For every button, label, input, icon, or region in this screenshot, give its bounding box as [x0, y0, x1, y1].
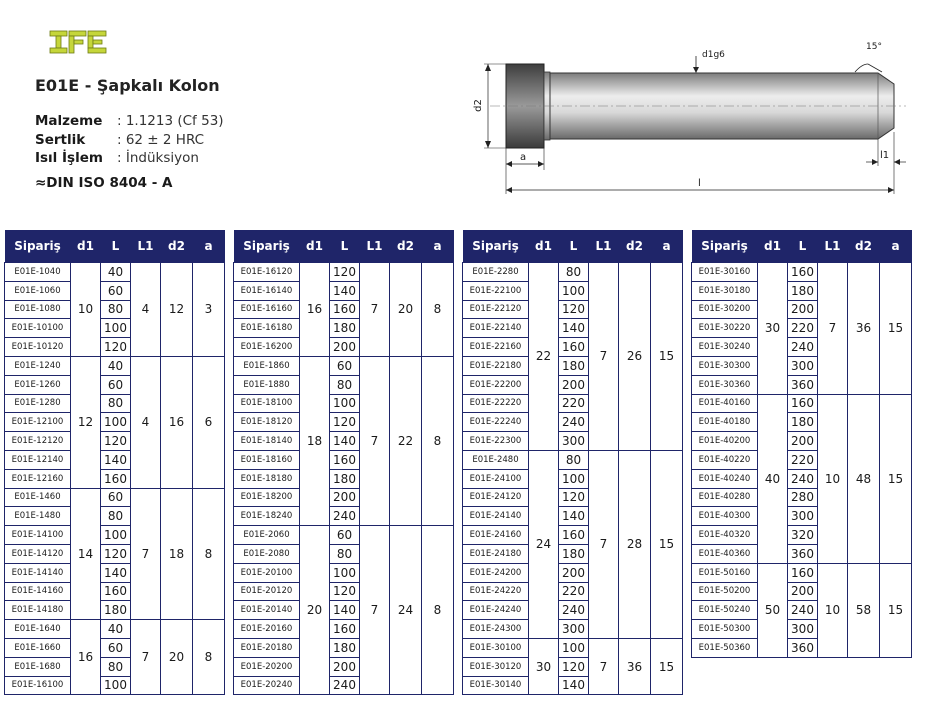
length-value: 60	[101, 281, 131, 300]
order-code: E01E-1860	[234, 356, 300, 375]
order-code: E01E-18120	[234, 413, 300, 432]
a-value: 15	[651, 638, 683, 694]
length-value: 140	[330, 432, 360, 451]
column-header: a	[193, 230, 225, 263]
order-code: E01E-10100	[5, 319, 71, 338]
order-code: E01E-24220	[463, 582, 529, 601]
l1-value: 7	[360, 526, 390, 695]
order-code: E01E-30220	[692, 319, 758, 338]
a-value: 15	[880, 394, 912, 563]
properties-list	[35, 112, 224, 168]
length-value: 200	[559, 375, 589, 394]
d2-value: 36	[619, 638, 651, 694]
spec-table-2	[233, 230, 454, 695]
d2-value: 22	[390, 356, 422, 525]
order-code: E01E-22200	[463, 375, 529, 394]
column-header: a	[880, 230, 912, 263]
length-value: 240	[788, 338, 818, 357]
table-row	[5, 263, 225, 282]
order-code: E01E-20160	[234, 620, 300, 639]
length-value: 80	[330, 375, 360, 394]
order-code: E01E-18140	[234, 432, 300, 451]
order-code: E01E-22140	[463, 319, 529, 338]
order-code: E01E-2480	[463, 450, 529, 469]
length-value: 160	[101, 469, 131, 488]
column-header: d2	[848, 230, 880, 263]
l1-value: 7	[131, 620, 161, 695]
length-value: 200	[788, 582, 818, 601]
order-code: E01E-14100	[5, 526, 71, 545]
length-value: 240	[330, 676, 360, 695]
order-code: E01E-40320	[692, 526, 758, 545]
order-code: E01E-20100	[234, 563, 300, 582]
order-code: E01E-24240	[463, 601, 529, 620]
length-value: 100	[330, 563, 360, 582]
order-code: E01E-22120	[463, 300, 529, 319]
technical-drawing	[470, 42, 910, 206]
length-value: 300	[788, 620, 818, 639]
a-value: 15	[880, 563, 912, 657]
page-title: E01E - Şapkalı Kolon	[35, 76, 220, 95]
column-header: Sipariş	[234, 230, 300, 263]
order-code: E01E-40240	[692, 469, 758, 488]
order-code: E01E-22100	[463, 281, 529, 300]
order-code: E01E-30300	[692, 356, 758, 375]
column-header: Sipariş	[5, 230, 71, 263]
length-value: 160	[101, 582, 131, 601]
order-code: E01E-14140	[5, 563, 71, 582]
length-value: 160	[788, 263, 818, 282]
l1-value: 7	[589, 450, 619, 638]
order-code: E01E-14120	[5, 544, 71, 563]
order-code: E01E-30120	[463, 657, 529, 676]
length-value: 140	[101, 563, 131, 582]
order-code: E01E-40280	[692, 488, 758, 507]
length-value: 100	[101, 676, 131, 695]
d2-value: 24	[390, 526, 422, 695]
length-value: 220	[559, 582, 589, 601]
order-code: E01E-16140	[234, 281, 300, 300]
length-value: 80	[330, 544, 360, 563]
order-code: E01E-24300	[463, 620, 529, 639]
d2-value: 58	[848, 563, 880, 657]
order-code: E01E-1080	[5, 300, 71, 319]
length-value: 120	[330, 413, 360, 432]
length-value: 180	[330, 469, 360, 488]
length-value: 120	[559, 300, 589, 319]
d1-label: d1g6	[702, 50, 725, 60]
length-value: 240	[559, 413, 589, 432]
column-header: L	[330, 230, 360, 263]
length-value: 220	[788, 319, 818, 338]
order-code: E01E-1880	[234, 375, 300, 394]
length-value: 140	[559, 319, 589, 338]
length-value: 100	[559, 469, 589, 488]
order-code: E01E-50360	[692, 638, 758, 657]
d1-value: 50	[758, 563, 788, 657]
length-value: 360	[788, 638, 818, 657]
order-code: E01E-30200	[692, 300, 758, 319]
order-code: E01E-30240	[692, 338, 758, 357]
length-value: 60	[330, 526, 360, 545]
order-code: E01E-12160	[5, 469, 71, 488]
length-value: 180	[559, 356, 589, 375]
length-value: 100	[559, 638, 589, 657]
order-code: E01E-22220	[463, 394, 529, 413]
order-code: E01E-1260	[5, 375, 71, 394]
d2-label: d2	[472, 99, 484, 112]
order-code: E01E-16200	[234, 338, 300, 357]
table-row	[5, 620, 225, 639]
order-code: E01E-24180	[463, 544, 529, 563]
length-value: 240	[788, 601, 818, 620]
a-value: 8	[193, 488, 225, 620]
a-value: 8	[422, 263, 454, 357]
length-value: 200	[788, 300, 818, 319]
length-value: 300	[788, 356, 818, 375]
order-code: E01E-1460	[5, 488, 71, 507]
order-code: E01E-20120	[234, 582, 300, 601]
l1-value: 10	[818, 394, 848, 563]
order-code: E01E-24160	[463, 526, 529, 545]
length-value: 320	[788, 526, 818, 545]
order-code: E01E-18100	[234, 394, 300, 413]
length-value: 80	[101, 300, 131, 319]
table-row	[234, 526, 454, 545]
order-code: E01E-2080	[234, 544, 300, 563]
length-value: 120	[101, 338, 131, 357]
l1-value: 7	[131, 488, 161, 620]
property-key: Sertlik	[35, 131, 86, 148]
order-code: E01E-20200	[234, 657, 300, 676]
ife-logo-icon	[49, 30, 107, 58]
length-value: 120	[559, 488, 589, 507]
length-value: 60	[101, 375, 131, 394]
length-value: 40	[101, 620, 131, 639]
table-row	[5, 356, 225, 375]
order-code: E01E-24120	[463, 488, 529, 507]
l1-value: 7	[818, 263, 848, 395]
order-code: E01E-30360	[692, 375, 758, 394]
order-code: E01E-40300	[692, 507, 758, 526]
length-value: 300	[788, 507, 818, 526]
column-header: L	[788, 230, 818, 263]
length-value: 240	[330, 507, 360, 526]
order-code: E01E-50160	[692, 563, 758, 582]
table-row	[463, 450, 683, 469]
column-header: L1	[589, 230, 619, 263]
column-header: L	[101, 230, 131, 263]
d1-value: 30	[758, 263, 788, 395]
l1-value: 7	[589, 263, 619, 451]
d2-value: 12	[161, 263, 193, 357]
column-header: d2	[619, 230, 651, 263]
l1-value: 4	[131, 356, 161, 488]
column-header: d1	[71, 230, 101, 263]
l1-label: l1	[880, 150, 890, 161]
d2-value: 28	[619, 450, 651, 638]
table-row	[692, 563, 912, 582]
order-code: E01E-1040	[5, 263, 71, 282]
order-code: E01E-18160	[234, 450, 300, 469]
table-row	[692, 394, 912, 413]
column-header: L	[559, 230, 589, 263]
length-value: 100	[101, 526, 131, 545]
a-value: 3	[193, 263, 225, 357]
order-code: E01E-30180	[692, 281, 758, 300]
l1-value: 4	[131, 263, 161, 357]
order-code: E01E-20240	[234, 676, 300, 695]
d2-value: 36	[848, 263, 880, 395]
l1-value: 10	[818, 563, 848, 657]
column-header: d1	[758, 230, 788, 263]
length-value: 220	[788, 450, 818, 469]
length-value: 80	[559, 450, 589, 469]
a-value: 6	[193, 356, 225, 488]
l-label: l	[698, 178, 701, 189]
table-row	[463, 263, 683, 282]
table-row	[692, 263, 912, 282]
d1-value: 20	[300, 526, 330, 695]
d1-value: 18	[300, 356, 330, 525]
column-header: d2	[390, 230, 422, 263]
d2-value: 26	[619, 263, 651, 451]
order-code: E01E-18180	[234, 469, 300, 488]
order-code: E01E-18240	[234, 507, 300, 526]
column-header: d1	[529, 230, 559, 263]
property-value: : 62 ± 2 HRC	[117, 131, 205, 148]
d1-value: 22	[529, 263, 559, 451]
l1-value: 7	[360, 263, 390, 357]
order-code: E01E-20140	[234, 601, 300, 620]
length-value: 160	[788, 394, 818, 413]
property-key: Isıl İşlem	[35, 150, 103, 166]
spec-table-3	[462, 230, 683, 695]
order-code: E01E-16120	[234, 263, 300, 282]
order-code: E01E-40180	[692, 413, 758, 432]
length-value: 160	[330, 450, 360, 469]
column-header: a	[651, 230, 683, 263]
d1-value: 30	[529, 638, 559, 694]
d2-value: 16	[161, 356, 193, 488]
length-value: 40	[101, 263, 131, 282]
length-value: 100	[559, 281, 589, 300]
length-value: 200	[559, 563, 589, 582]
length-value: 120	[330, 582, 360, 601]
a-label: a	[520, 152, 527, 163]
order-code: E01E-1280	[5, 394, 71, 413]
d1-value: 12	[71, 356, 101, 488]
order-code: E01E-30100	[463, 638, 529, 657]
property-row	[35, 149, 224, 168]
order-code: E01E-12120	[5, 432, 71, 451]
length-value: 140	[559, 676, 589, 695]
order-code: E01E-22180	[463, 356, 529, 375]
length-value: 360	[788, 544, 818, 563]
length-value: 160	[330, 620, 360, 639]
order-code: E01E-16100	[5, 676, 71, 695]
column-header: L1	[818, 230, 848, 263]
table-row	[234, 356, 454, 375]
length-value: 160	[559, 526, 589, 545]
order-code: E01E-10120	[5, 338, 71, 357]
order-code: E01E-50200	[692, 582, 758, 601]
order-code: E01E-40220	[692, 450, 758, 469]
length-value: 180	[788, 413, 818, 432]
angle-label: 15°	[866, 42, 882, 52]
length-value: 180	[788, 281, 818, 300]
length-value: 180	[559, 544, 589, 563]
d2-value: 20	[161, 620, 193, 695]
a-value: 15	[880, 263, 912, 395]
d1-value: 16	[71, 620, 101, 695]
d1-value: 14	[71, 488, 101, 620]
length-value: 160	[559, 338, 589, 357]
order-code: E01E-1660	[5, 638, 71, 657]
length-value: 160	[330, 300, 360, 319]
length-value: 280	[788, 488, 818, 507]
a-value: 8	[422, 356, 454, 525]
a-value: 8	[193, 620, 225, 695]
order-code: E01E-40200	[692, 432, 758, 451]
d1-value: 24	[529, 450, 559, 638]
length-value: 240	[788, 469, 818, 488]
length-value: 360	[788, 375, 818, 394]
order-code: E01E-16160	[234, 300, 300, 319]
order-code: E01E-40160	[692, 394, 758, 413]
length-value: 300	[559, 432, 589, 451]
order-code: E01E-16180	[234, 319, 300, 338]
order-code: E01E-1680	[5, 657, 71, 676]
column-header: d2	[161, 230, 193, 263]
l1-value: 7	[360, 356, 390, 525]
order-code: E01E-30160	[692, 263, 758, 282]
order-code: E01E-12100	[5, 413, 71, 432]
length-value: 40	[101, 356, 131, 375]
property-row	[35, 131, 224, 150]
d2-value: 48	[848, 394, 880, 563]
a-value: 15	[651, 450, 683, 638]
order-code: E01E-22300	[463, 432, 529, 451]
order-code: E01E-20180	[234, 638, 300, 657]
length-value: 80	[101, 394, 131, 413]
length-value: 60	[330, 356, 360, 375]
length-value: 80	[101, 507, 131, 526]
order-code: E01E-1640	[5, 620, 71, 639]
spec-table-4	[691, 230, 912, 658]
length-value: 80	[101, 657, 131, 676]
property-key: Malzeme	[35, 113, 103, 129]
order-code: E01E-30140	[463, 676, 529, 695]
column-header: d1	[300, 230, 330, 263]
length-value: 180	[330, 319, 360, 338]
length-value: 80	[559, 263, 589, 282]
length-value: 200	[330, 657, 360, 676]
column-header: Sipariş	[463, 230, 529, 263]
length-value: 300	[559, 620, 589, 639]
l1-value: 7	[589, 638, 619, 694]
length-value: 200	[330, 488, 360, 507]
order-code: E01E-14160	[5, 582, 71, 601]
length-value: 120	[559, 657, 589, 676]
order-code: E01E-22240	[463, 413, 529, 432]
length-value: 120	[101, 432, 131, 451]
column-header: L1	[360, 230, 390, 263]
length-value: 140	[101, 450, 131, 469]
order-code: E01E-22160	[463, 338, 529, 357]
length-value: 240	[559, 601, 589, 620]
length-value: 180	[330, 638, 360, 657]
length-value: 120	[330, 263, 360, 282]
property-value: : İndüksiyon	[117, 150, 199, 166]
order-code: E01E-2060	[234, 526, 300, 545]
column-header: a	[422, 230, 454, 263]
length-value: 60	[101, 638, 131, 657]
length-value: 140	[559, 507, 589, 526]
length-value: 200	[788, 432, 818, 451]
property-value: : 1.1213 (Cf 53)	[117, 113, 224, 129]
length-value: 180	[101, 601, 131, 620]
a-value: 8	[422, 526, 454, 695]
length-value: 160	[788, 563, 818, 582]
table-row	[234, 263, 454, 282]
length-value: 220	[559, 394, 589, 413]
order-code: E01E-50300	[692, 620, 758, 639]
d2-value: 18	[161, 488, 193, 620]
length-value: 60	[101, 488, 131, 507]
d2-value: 20	[390, 263, 422, 357]
column-header: L1	[131, 230, 161, 263]
order-code: E01E-2280	[463, 263, 529, 282]
norm-standard: ≈DIN ISO 8404 - A	[35, 175, 173, 191]
property-row	[35, 112, 224, 131]
order-code: E01E-18200	[234, 488, 300, 507]
order-code: E01E-24100	[463, 469, 529, 488]
spec-table-1	[4, 230, 225, 695]
length-value: 120	[101, 544, 131, 563]
order-code: E01E-50240	[692, 601, 758, 620]
order-code: E01E-12140	[5, 450, 71, 469]
a-value: 15	[651, 263, 683, 451]
length-value: 140	[330, 281, 360, 300]
length-value: 200	[330, 338, 360, 357]
length-value: 100	[101, 413, 131, 432]
order-code: E01E-1060	[5, 281, 71, 300]
table-row	[5, 488, 225, 507]
order-code: E01E-1480	[5, 507, 71, 526]
order-code: E01E-14180	[5, 601, 71, 620]
length-value: 100	[330, 394, 360, 413]
order-code: E01E-24140	[463, 507, 529, 526]
d1-value: 10	[71, 263, 101, 357]
d1-value: 16	[300, 263, 330, 357]
order-code: E01E-24200	[463, 563, 529, 582]
column-header: Sipariş	[692, 230, 758, 263]
d1-value: 40	[758, 394, 788, 563]
order-code: E01E-40360	[692, 544, 758, 563]
length-value: 100	[101, 319, 131, 338]
table-row	[463, 638, 683, 657]
length-value: 140	[330, 601, 360, 620]
order-code: E01E-1240	[5, 356, 71, 375]
